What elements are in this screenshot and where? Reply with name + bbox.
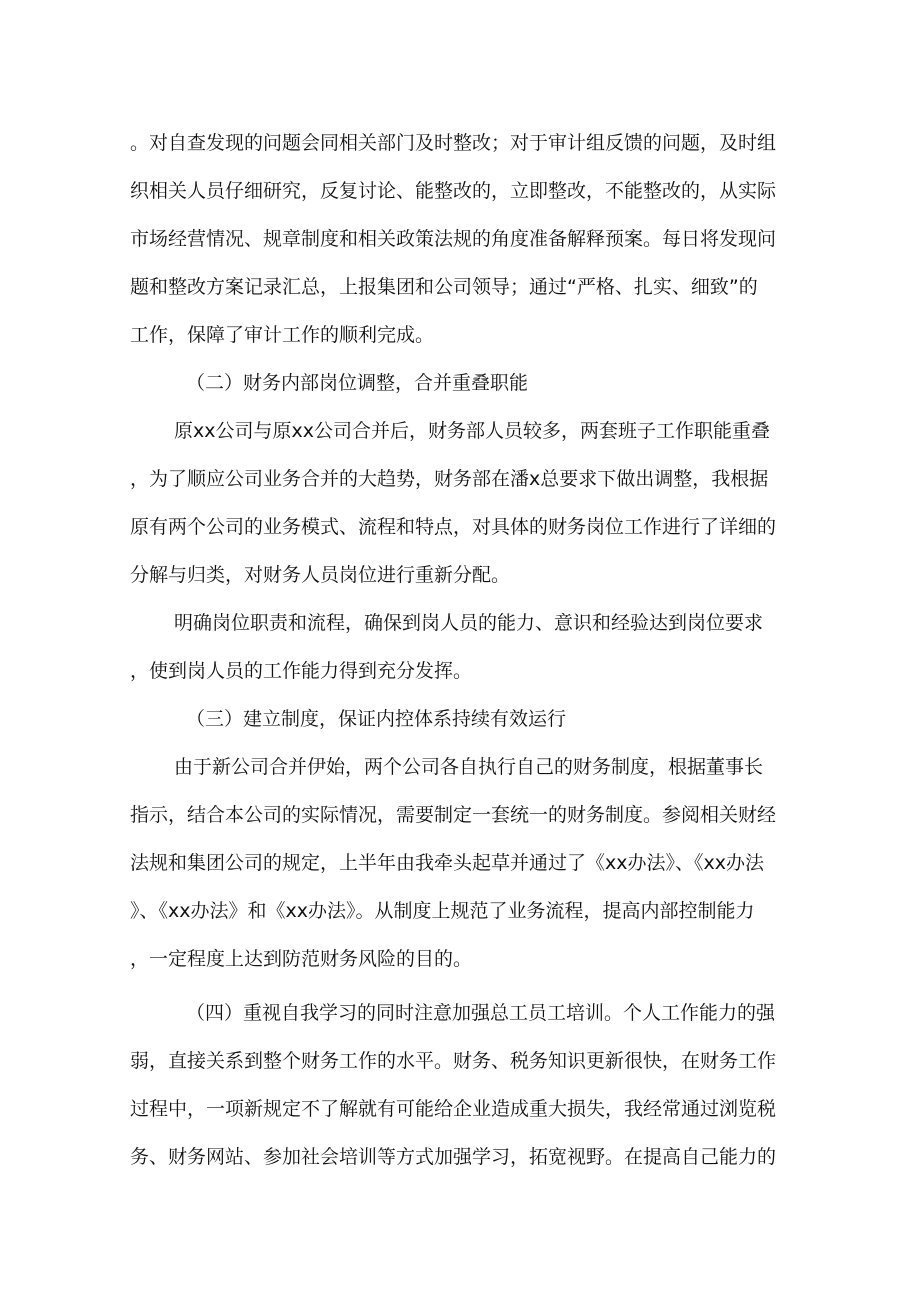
section-heading: （二）财务内部岗位调整，合并重叠职能 — [186, 372, 529, 394]
text-line: 由于新公司合并伊始，两个公司各自执行自己的财务制度，根据董事长 — [174, 756, 764, 778]
text-line: 》、《xx办法》和《xx办法》。从制度上规范了业务流程，提高内部控制能力 — [130, 900, 755, 922]
text-line: 市场经营情况、规章制度和相关政策法规的角度准备解释预案。每日将发现问 — [130, 228, 777, 250]
text-line: 。对自查发现的问题会同相关部门及时整改；对于审计组反馈的问题，及时组 — [130, 132, 777, 154]
text-line: ，一定程度上达到防范财务风险的目的。 — [130, 948, 473, 970]
text-line: 原有两个公司的业务模式、流程和特点，对具体的财务岗位工作进行了详细的 — [130, 516, 777, 538]
text-line: 织相关人员仔细研究，反复讨论、能整改的，立即整改，不能整改的，从实际 — [130, 180, 777, 202]
text-line: 原xx公司与原xx公司合并后，财务部人员较多，两套班子工作职能重叠 — [174, 420, 770, 442]
text-line: 工作，保障了审计工作的顺利完成。 — [130, 324, 435, 346]
text-line: 明确岗位职责和流程，确保到岗人员的能力、意识和经验达到岗位要求 — [174, 612, 764, 634]
section-heading: （三）建立制度，保证内控体系持续有效运行 — [186, 708, 567, 730]
text-line: ，为了顺应公司业务合并的大趋势，财务部在潘x总要求下做出调整，我根据 — [130, 468, 769, 490]
text-line: 法规和集团公司的规定，上半年由我牵头起草并通过了《xx办法》、《xx办法 — [130, 852, 764, 874]
section-heading: （四）重视自我学习的同时注意加强总工员工培训。个人工作能力的强 — [186, 1002, 776, 1024]
text-line: 务、财务网站、参加社会培训等方式加强学习，拓宽视野。在提高自己能力的 — [130, 1146, 777, 1168]
text-line: 分解与归类，对财务人员岗位进行重新分配。 — [130, 564, 511, 586]
text-line: 指示，结合本公司的实际情况，需要制定一套统一的财务制度。参阅相关财经 — [130, 804, 777, 826]
text-line: 弱，直接关系到整个财务工作的水平。财务、税务知识更新很快，在财务工作 — [130, 1050, 777, 1072]
text-line: ，使到岗人员的工作能力得到充分发挥。 — [130, 660, 473, 682]
text-line: 过程中，一项新规定不了解就有可能给企业造成重大损失，我经常通过浏览税 — [130, 1098, 777, 1120]
text-line: 题和整改方案记录汇总，上报集团和公司领导；通过“严格、扎实、细致”的 — [130, 276, 758, 298]
